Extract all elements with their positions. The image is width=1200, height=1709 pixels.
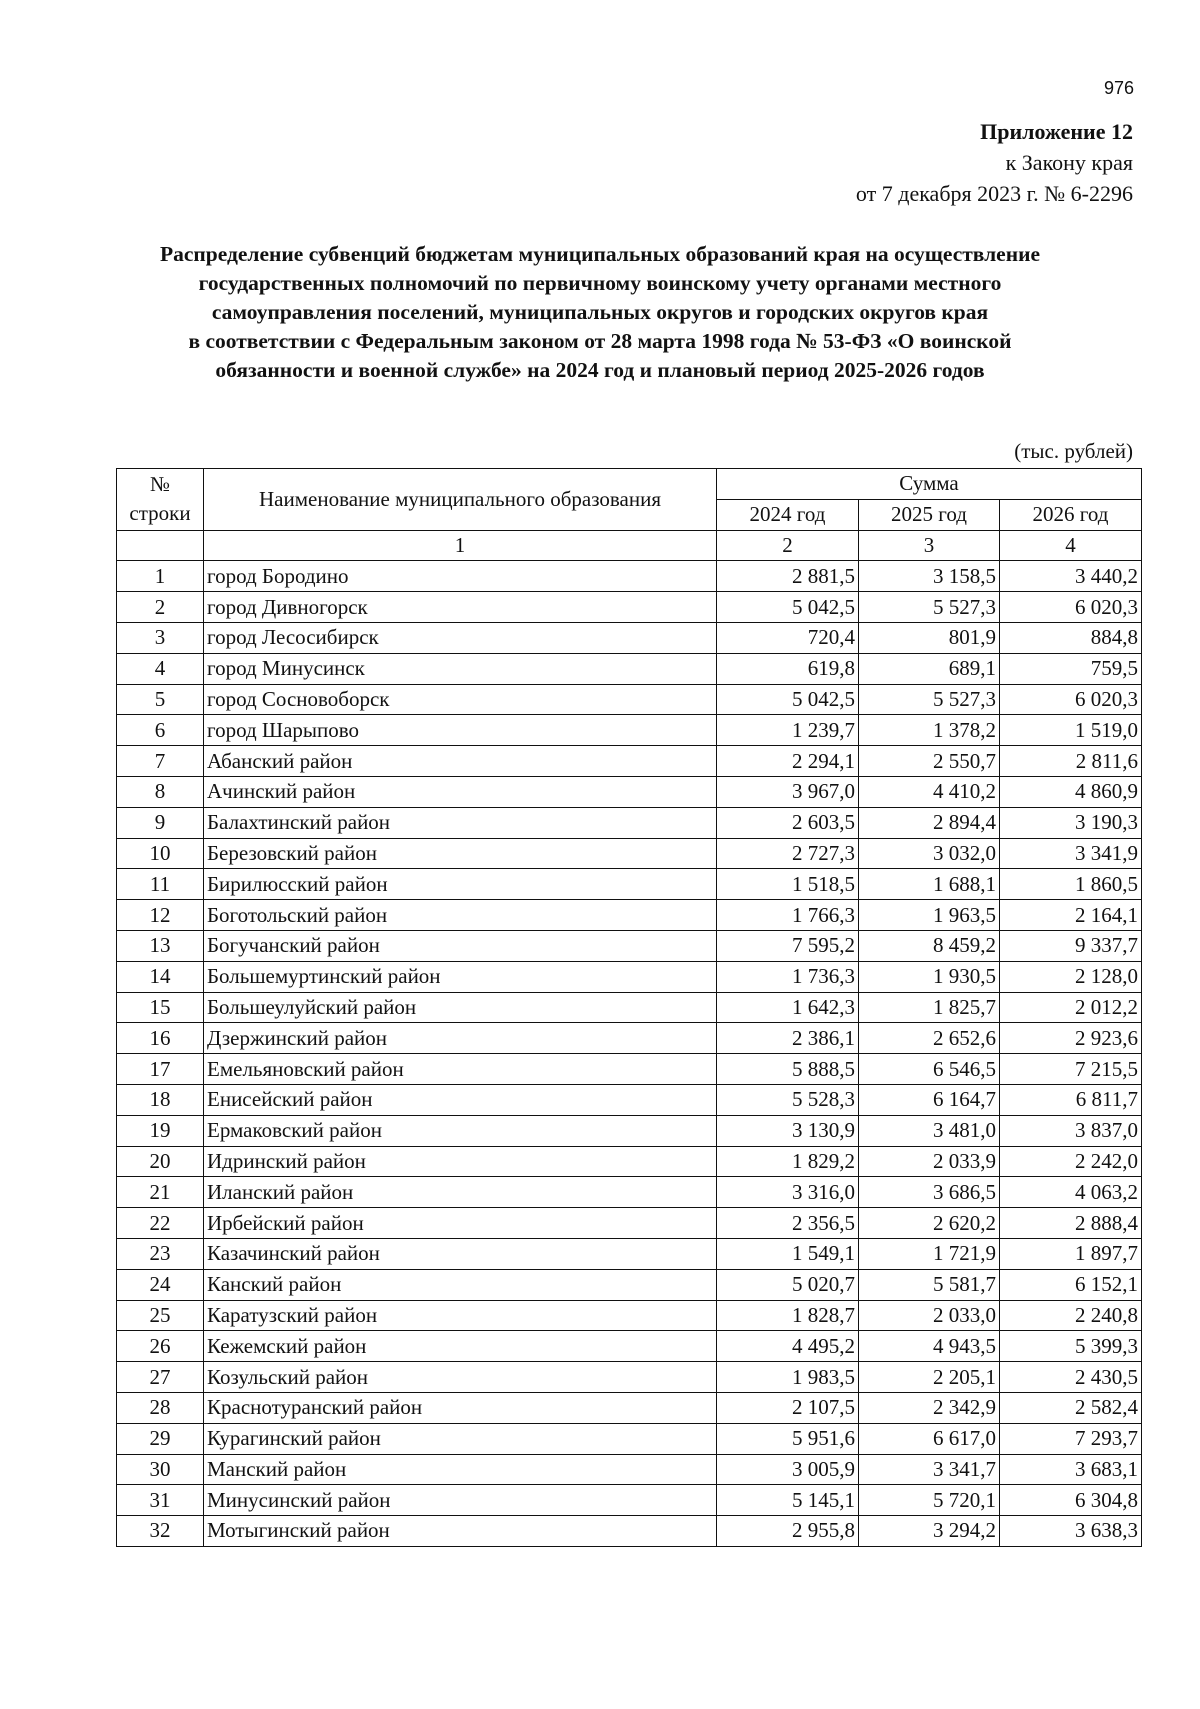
amount-2025-cell: 5 581,7 (859, 1269, 1000, 1300)
appendix-law: к Закону края (1005, 150, 1133, 175)
amount-2026-cell: 1 860,5 (1000, 869, 1142, 900)
title-line: в соответствии с Федеральным законом от 28 марта 1998 года № 53-ФЗ «О воинской (188, 329, 1012, 353)
column-number: 3 (859, 530, 1000, 561)
amount-2026-cell: 2 811,6 (1000, 746, 1142, 777)
amount-2024-cell: 5 888,5 (717, 1054, 859, 1085)
amount-2024-cell: 5 042,5 (717, 592, 859, 623)
amount-2025-cell: 1 688,1 (859, 869, 1000, 900)
amount-2025-cell: 5 720,1 (859, 1485, 1000, 1516)
amount-2024-cell: 2 727,3 (717, 838, 859, 869)
amount-2025-cell: 2 033,9 (859, 1146, 1000, 1177)
amount-2024-cell: 5 020,7 (717, 1269, 859, 1300)
municipality-name-cell: Иланский район (204, 1177, 717, 1208)
amount-2026-cell: 2 240,8 (1000, 1300, 1142, 1331)
amount-2026-cell: 6 811,7 (1000, 1084, 1142, 1115)
amount-2025-cell: 1 825,7 (859, 992, 1000, 1023)
row-number-cell: 26 (117, 1331, 204, 1362)
row-number-cell: 32 (117, 1516, 204, 1547)
amount-2026-cell: 7 293,7 (1000, 1423, 1142, 1454)
table-row (117, 1423, 1142, 1454)
amount-2024-cell: 2 356,5 (717, 1208, 859, 1239)
municipality-name-cell: Курагинский район (204, 1423, 717, 1454)
table-row (117, 561, 1142, 592)
amount-2025-cell: 3 294,2 (859, 1516, 1000, 1547)
amount-2026-cell: 3 440,2 (1000, 561, 1142, 592)
municipality-name-cell: Ермаковский район (204, 1115, 717, 1146)
row-number-cell: 2 (117, 592, 204, 623)
amount-2024-cell: 4 495,2 (717, 1331, 859, 1362)
header-no-label: строки (129, 501, 191, 526)
table-row (117, 838, 1142, 869)
amount-2026-cell: 4 063,2 (1000, 1177, 1142, 1208)
amount-2026-cell: 3 190,3 (1000, 807, 1142, 838)
row-number-cell: 20 (117, 1146, 204, 1177)
amount-2025-cell: 2 033,0 (859, 1300, 1000, 1331)
table-row (117, 900, 1142, 931)
units-label: (тыс. рублей) (1014, 439, 1133, 463)
amount-2025-cell: 2 550,7 (859, 746, 1000, 777)
amount-2024-cell: 1 549,1 (717, 1238, 859, 1269)
title-line: Распределение субвенций бюджетам муниципальных образований края на осуществление (159, 242, 1041, 266)
table-row (117, 592, 1142, 623)
row-number-cell: 31 (117, 1485, 204, 1516)
amount-2025-cell: 6 617,0 (859, 1423, 1000, 1454)
municipality-name-cell: Идринский район (204, 1146, 717, 1177)
row-number-cell: 28 (117, 1392, 204, 1423)
row-number-cell: 13 (117, 930, 204, 961)
amount-2024-cell: 1 829,2 (717, 1146, 859, 1177)
amount-2025-cell: 1 378,2 (859, 715, 1000, 746)
municipality-name-cell: Бирилюсский район (204, 869, 717, 900)
amount-2025-cell: 3 481,0 (859, 1115, 1000, 1146)
amount-2025-cell: 2 205,1 (859, 1362, 1000, 1393)
row-number-cell: 4 (117, 653, 204, 684)
amount-2024-cell: 1 518,5 (717, 869, 859, 900)
municipality-name-cell: Канский район (204, 1269, 717, 1300)
amount-2025-cell: 1 963,5 (859, 900, 1000, 931)
table-row (117, 1485, 1142, 1516)
municipality-name-cell: Ирбейский район (204, 1208, 717, 1239)
amount-2026-cell: 3 837,0 (1000, 1115, 1142, 1146)
amount-2025-cell: 6 164,7 (859, 1084, 1000, 1115)
amount-2026-cell: 2 012,2 (1000, 992, 1142, 1023)
amount-2025-cell: 6 546,5 (859, 1054, 1000, 1085)
amount-2026-cell: 3 683,1 (1000, 1454, 1142, 1485)
amount-2026-cell: 759,5 (1000, 653, 1142, 684)
amount-2026-cell: 6 020,3 (1000, 684, 1142, 715)
municipality-name-cell: Краснотуранский район (204, 1392, 717, 1423)
amount-2024-cell: 7 595,2 (717, 930, 859, 961)
amount-2024-cell: 619,8 (717, 653, 859, 684)
amount-2026-cell: 2 923,6 (1000, 1023, 1142, 1054)
row-number-cell: 29 (117, 1423, 204, 1454)
amount-2024-cell: 720,4 (717, 622, 859, 653)
table-row (117, 1084, 1142, 1115)
table-row (117, 807, 1142, 838)
amount-2024-cell: 5 145,1 (717, 1485, 859, 1516)
title-line: самоуправления поселений, муниципальных округов и городских округов края (211, 300, 989, 324)
amount-2024-cell: 3 130,9 (717, 1115, 859, 1146)
amount-2024-cell: 1 828,7 (717, 1300, 859, 1331)
amount-2024-cell: 2 107,5 (717, 1392, 859, 1423)
row-number-cell: 22 (117, 1208, 204, 1239)
municipality-name-cell: город Минусинск (204, 653, 717, 684)
column-numbers-row (117, 530, 1142, 561)
table-row (117, 684, 1142, 715)
table-row (117, 1146, 1142, 1177)
row-number-cell: 1 (117, 561, 204, 592)
table-row (117, 1392, 1142, 1423)
amount-2025-cell: 5 527,3 (859, 684, 1000, 715)
amount-2025-cell: 2 894,4 (859, 807, 1000, 838)
amount-2026-cell: 1 897,7 (1000, 1238, 1142, 1269)
row-number-cell: 18 (117, 1084, 204, 1115)
municipality-name-cell: Боготольский район (204, 900, 717, 931)
table-row (117, 1177, 1142, 1208)
municipality-name-cell: город Бородино (204, 561, 717, 592)
amount-2026-cell: 4 860,9 (1000, 776, 1142, 807)
table-row (117, 1454, 1142, 1485)
row-number-cell: 14 (117, 961, 204, 992)
row-number-cell: 3 (117, 622, 204, 653)
municipality-name-cell: Дзержинский район (204, 1023, 717, 1054)
amount-2025-cell: 3 032,0 (859, 838, 1000, 869)
table-row (117, 1269, 1142, 1300)
appendix-title: Приложение 12 (980, 119, 1133, 144)
title-line: обязанности и военной службе» на 2024 год и плановый период 2025-2026 годов (215, 358, 985, 382)
amount-2026-cell: 2 242,0 (1000, 1146, 1142, 1177)
amount-2024-cell: 3 967,0 (717, 776, 859, 807)
header-row-number (117, 469, 204, 531)
amount-2024-cell: 2 881,5 (717, 561, 859, 592)
amount-2025-cell: 4 943,5 (859, 1331, 1000, 1362)
table-row (117, 1054, 1142, 1085)
table-row (117, 1115, 1142, 1146)
table-row (117, 869, 1142, 900)
amount-2026-cell: 3 341,9 (1000, 838, 1142, 869)
page-number: 976 (1104, 78, 1135, 98)
municipality-name-cell: Большемуртинский район (204, 961, 717, 992)
municipality-name-cell: город Лесосибирск (204, 622, 717, 653)
subvention-table (116, 468, 1142, 1547)
row-number-cell: 7 (117, 746, 204, 777)
amount-2024-cell: 5 951,6 (717, 1423, 859, 1454)
table-row (117, 961, 1142, 992)
table-row (117, 776, 1142, 807)
municipality-name-cell: Каратузский район (204, 1300, 717, 1331)
amount-2024-cell: 2 955,8 (717, 1516, 859, 1547)
table-row (117, 1023, 1142, 1054)
column-number: 2 (717, 530, 859, 561)
amount-2026-cell: 884,8 (1000, 622, 1142, 653)
amount-2026-cell: 2 888,4 (1000, 1208, 1142, 1239)
municipality-name-cell: Мотыгинский район (204, 1516, 717, 1547)
table-row (117, 1516, 1142, 1547)
amount-2024-cell: 5 042,5 (717, 684, 859, 715)
amount-2026-cell: 2 582,4 (1000, 1392, 1142, 1423)
amount-2024-cell: 1 642,3 (717, 992, 859, 1023)
municipality-name-cell: Манский район (204, 1454, 717, 1485)
amount-2025-cell: 5 527,3 (859, 592, 1000, 623)
municipality-name-cell: Кежемский район (204, 1331, 717, 1362)
row-number-cell: 11 (117, 869, 204, 900)
table-row (117, 1362, 1142, 1393)
amount-2025-cell: 2 620,2 (859, 1208, 1000, 1239)
amount-2025-cell: 2 342,9 (859, 1392, 1000, 1423)
amount-2025-cell: 1 721,9 (859, 1238, 1000, 1269)
row-number-cell: 25 (117, 1300, 204, 1331)
row-number-cell: 5 (117, 684, 204, 715)
table-header-row (117, 469, 1142, 500)
municipality-name-cell: Казачинский район (204, 1238, 717, 1269)
municipality-name-cell: Большеулуйский район (204, 992, 717, 1023)
municipality-name-cell: Балахтинский район (204, 807, 717, 838)
table-row (117, 653, 1142, 684)
amount-2026-cell: 6 304,8 (1000, 1485, 1142, 1516)
table-row (117, 1238, 1142, 1269)
municipality-name-cell: Козульский район (204, 1362, 717, 1393)
table-row (117, 715, 1142, 746)
amount-2026-cell: 7 215,5 (1000, 1054, 1142, 1085)
header-name: Наименование муниципального образования (204, 469, 717, 531)
table-row (117, 992, 1142, 1023)
header-no-symbol: № (149, 472, 171, 497)
row-number-cell: 9 (117, 807, 204, 838)
amount-2026-cell: 6 020,3 (1000, 592, 1142, 623)
municipality-name-cell: Емельяновский район (204, 1054, 717, 1085)
amount-2024-cell: 2 386,1 (717, 1023, 859, 1054)
table-row (117, 1331, 1142, 1362)
amount-2026-cell: 2 128,0 (1000, 961, 1142, 992)
amount-2024-cell: 2 603,5 (717, 807, 859, 838)
municipality-name-cell: Абанский район (204, 746, 717, 777)
municipality-name-cell: Березовский район (204, 838, 717, 869)
amount-2026-cell: 9 337,7 (1000, 930, 1142, 961)
amount-2025-cell: 2 652,6 (859, 1023, 1000, 1054)
header-sum: Сумма (717, 469, 1142, 500)
table-row (117, 1300, 1142, 1331)
row-number-cell: 6 (117, 715, 204, 746)
amount-2024-cell: 3 316,0 (717, 1177, 859, 1208)
amount-2024-cell: 1 766,3 (717, 900, 859, 931)
municipality-name-cell: Ачинский район (204, 776, 717, 807)
header-year-2026: 2026 год (1000, 499, 1142, 530)
title-line: государственных полномочий по первичному воинскому учету органами местного (198, 271, 1002, 295)
amount-2025-cell: 4 410,2 (859, 776, 1000, 807)
header-year-2025: 2025 год (859, 499, 1000, 530)
amount-2025-cell: 1 930,5 (859, 961, 1000, 992)
appendix-date: от 7 декабря 2023 г. № 6-2296 (855, 181, 1133, 206)
row-number-cell: 15 (117, 992, 204, 1023)
table-body (117, 561, 1142, 1547)
row-number-cell: 21 (117, 1177, 204, 1208)
amount-2024-cell: 5 528,3 (717, 1084, 859, 1115)
amount-2025-cell: 689,1 (859, 653, 1000, 684)
amount-2025-cell: 8 459,2 (859, 930, 1000, 961)
row-number-cell: 17 (117, 1054, 204, 1085)
amount-2026-cell: 5 399,3 (1000, 1331, 1142, 1362)
amount-2024-cell: 1 983,5 (717, 1362, 859, 1393)
amount-2026-cell: 3 638,3 (1000, 1516, 1142, 1547)
municipality-name-cell: город Сосновоборск (204, 684, 717, 715)
amount-2024-cell: 2 294,1 (717, 746, 859, 777)
table-row (117, 746, 1142, 777)
amount-2024-cell: 1 239,7 (717, 715, 859, 746)
amount-2025-cell: 801,9 (859, 622, 1000, 653)
amount-2026-cell: 6 152,1 (1000, 1269, 1142, 1300)
amount-2025-cell: 3 341,7 (859, 1454, 1000, 1485)
amount-2026-cell: 1 519,0 (1000, 715, 1142, 746)
document-title (80, 240, 1120, 385)
row-number-cell: 23 (117, 1238, 204, 1269)
amount-2025-cell: 3 158,5 (859, 561, 1000, 592)
amount-2024-cell: 3 005,9 (717, 1454, 859, 1485)
row-number-cell: 19 (117, 1115, 204, 1146)
municipality-name-cell: Енисейский район (204, 1084, 717, 1115)
table-row (117, 930, 1142, 961)
header-year-2024: 2024 год (717, 499, 859, 530)
column-number-blank (117, 530, 204, 561)
row-number-cell: 30 (117, 1454, 204, 1485)
table-row (117, 622, 1142, 653)
row-number-cell: 8 (117, 776, 204, 807)
amount-2026-cell: 2 430,5 (1000, 1362, 1142, 1393)
appendix-reference (633, 116, 1133, 209)
row-number-cell: 16 (117, 1023, 204, 1054)
municipality-name-cell: город Дивногорск (204, 592, 717, 623)
row-number-cell: 12 (117, 900, 204, 931)
amount-2026-cell: 2 164,1 (1000, 900, 1142, 931)
municipality-name-cell: город Шарыпово (204, 715, 717, 746)
amount-2024-cell: 1 736,3 (717, 961, 859, 992)
column-number: 1 (204, 530, 717, 561)
row-number-cell: 27 (117, 1362, 204, 1393)
column-number: 4 (1000, 530, 1142, 561)
row-number-cell: 10 (117, 838, 204, 869)
table-row (117, 1208, 1142, 1239)
municipality-name-cell: Минусинский район (204, 1485, 717, 1516)
municipality-name-cell: Богучанский район (204, 930, 717, 961)
amount-2025-cell: 3 686,5 (859, 1177, 1000, 1208)
row-number-cell: 24 (117, 1269, 204, 1300)
